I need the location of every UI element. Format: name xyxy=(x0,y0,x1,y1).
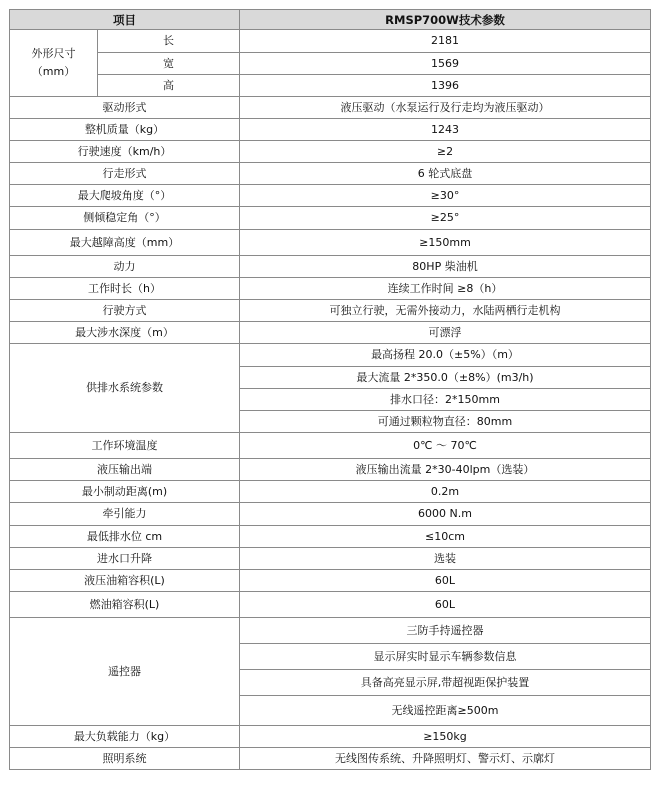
table-row xyxy=(10,548,651,570)
header-item: 项目 xyxy=(10,10,240,30)
drainage-value: 可通过颗粒物直径：80mm xyxy=(240,411,651,433)
table-row xyxy=(10,344,651,367)
row-value: ≥150kg xyxy=(240,726,651,748)
drainage-value: 排水口径：2*150mm xyxy=(240,389,651,411)
remote-value: 显示屏实时显示车辆参数信息 xyxy=(240,644,651,670)
table-row xyxy=(10,726,651,748)
table-row xyxy=(10,230,651,256)
width-label: 宽 xyxy=(98,53,240,75)
row-value: 1243 xyxy=(240,119,651,141)
row-label: 动力 xyxy=(10,256,240,278)
row-label: 行驶速度（km/h） xyxy=(10,141,240,163)
remote-value: 具备高亮显示屏,带超视距保护装置 xyxy=(240,670,651,696)
row-label: 液压油箱容积(L) xyxy=(10,570,240,592)
row-label: 最大越障高度（mm） xyxy=(10,230,240,256)
table-row xyxy=(10,185,651,207)
row-value: 0℃ ～ 70℃ xyxy=(240,433,651,459)
row-value: 60L xyxy=(240,570,651,592)
row-label: 燃油箱容积(L) xyxy=(10,592,240,618)
table-row xyxy=(10,526,651,548)
dimensions-label-line1: 外形尺寸 xyxy=(31,47,76,60)
row-value: 60L xyxy=(240,592,651,618)
row-value: 选装 xyxy=(240,548,651,570)
row-value: 6000 N.m xyxy=(240,503,651,526)
table-row xyxy=(10,141,651,163)
row-value: ≤10cm xyxy=(240,526,651,548)
row-value: 液压输出流量 2*30-40lpm（选装） xyxy=(240,459,651,481)
row-value: 连续工作时间 ≥8（h） xyxy=(240,278,651,300)
row-value: 液压驱动（水泵运行及行走均为液压驱动） xyxy=(240,97,651,119)
spec-table xyxy=(9,9,651,770)
row-value: 无线图传系统、升降照明灯、警示灯、示廓灯 xyxy=(240,748,651,770)
remote-value: 三防手持遥控器 xyxy=(240,618,651,644)
dimensions-label-line2: （mm） xyxy=(31,65,76,78)
row-label: 整机质量（kg） xyxy=(10,119,240,141)
table-row xyxy=(10,433,651,459)
row-label: 最小制动距离(m) xyxy=(10,481,240,503)
row-label: 侧倾稳定角（°） xyxy=(10,207,240,230)
table-row xyxy=(10,322,651,344)
table-row xyxy=(10,75,651,97)
row-label: 工作环境温度 xyxy=(10,433,240,459)
drainage-value: 最大流量 2*350.0（±8%）(m3/h) xyxy=(240,367,651,389)
header-model: RMSP700W技术参数 xyxy=(240,10,651,30)
table-row xyxy=(10,207,651,230)
row-value: 0.2m xyxy=(240,481,651,503)
row-label: 最低排水位 cm xyxy=(10,526,240,548)
row-label: 驱动形式 xyxy=(10,97,240,119)
row-label: 液压输出端 xyxy=(10,459,240,481)
row-value: 可独立行驶，无需外接动力，水陆两栖行走机构 xyxy=(240,300,651,322)
row-value: 6 轮式底盘 xyxy=(240,163,651,185)
row-value: ≥150mm xyxy=(240,230,651,256)
length-label: 长 xyxy=(98,30,240,53)
table-header-row xyxy=(10,10,651,30)
table-row xyxy=(10,300,651,322)
table-row xyxy=(10,53,651,75)
row-value: ≥25° xyxy=(240,207,651,230)
row-value: 80HP 柴油机 xyxy=(240,256,651,278)
row-value: ≥30° xyxy=(240,185,651,207)
row-label: 照明系统 xyxy=(10,748,240,770)
drainage-label: 供排水系统参数 xyxy=(10,344,240,433)
table-row xyxy=(10,592,651,618)
dimensions-label xyxy=(10,30,98,97)
height-value: 1396 xyxy=(240,75,651,97)
table-row xyxy=(10,97,651,119)
row-value: 可漂浮 xyxy=(240,322,651,344)
row-label: 行走形式 xyxy=(10,163,240,185)
table-row xyxy=(10,119,651,141)
table-row xyxy=(10,618,651,644)
table-row xyxy=(10,481,651,503)
table-row xyxy=(10,278,651,300)
row-label: 最大爬坡角度（°） xyxy=(10,185,240,207)
row-label: 进水口升降 xyxy=(10,548,240,570)
table-row xyxy=(10,30,651,53)
row-label: 最大涉水深度（m） xyxy=(10,322,240,344)
table-row xyxy=(10,748,651,770)
row-label: 最大负载能力（kg） xyxy=(10,726,240,748)
drainage-value: 最高扬程 20.0（±5%）（m） xyxy=(240,344,651,367)
table-row xyxy=(10,570,651,592)
table-row xyxy=(10,163,651,185)
width-value: 1569 xyxy=(240,53,651,75)
table-row xyxy=(10,459,651,481)
height-label: 高 xyxy=(98,75,240,97)
remote-label: 遥控器 xyxy=(10,618,240,726)
remote-value: 无线遥控距离≥500m xyxy=(240,696,651,726)
table-row xyxy=(10,503,651,526)
length-value: 2181 xyxy=(240,30,651,53)
table-row xyxy=(10,256,651,278)
row-label: 工作时长（h） xyxy=(10,278,240,300)
row-label: 行驶方式 xyxy=(10,300,240,322)
row-value: ≥2 xyxy=(240,141,651,163)
row-label: 牵引能力 xyxy=(10,503,240,526)
